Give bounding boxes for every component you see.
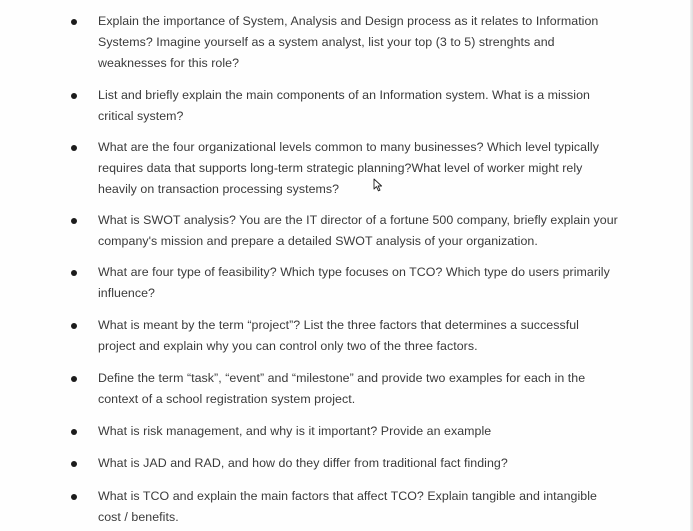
question-text: What is JAD and RAD, and how do they differ from traditional fact finding? [98, 456, 508, 470]
bullet-icon [71, 323, 77, 329]
question-text: List and briefly explain the main components of an Information system. What is a mission critical system? [98, 88, 590, 123]
question-text: What are four type of feasibility? Which type focuses on TCO? Which type do users primarily influence? [98, 265, 610, 300]
bullet-icon [71, 494, 77, 500]
bullet-icon [71, 270, 77, 276]
bullet-icon [71, 93, 77, 99]
question-text: Define the term “task”, “event” and “milestone” and provide two examples for each in the context of a school registration system project. [98, 371, 586, 406]
mouse-pointer-icon [373, 178, 383, 192]
question-text: What is risk management, and why is it important? Provide an example [98, 424, 492, 438]
bullet-icon [71, 429, 77, 435]
question-text: What is SWOT analysis? You are the IT director of a fortune 500 company, briefly explain your company's mission and prepare a detailed SWOT analysis of your organization. [98, 213, 618, 248]
bullet-icon [71, 376, 77, 382]
bullet-icon [71, 19, 77, 25]
question-text: What is TCO and explain the main factors that affect TCO? Explain tangible and intangible cost / benefits. [98, 489, 597, 524]
question-text: Explain the importance of System, Analysis and Design process as it relates to Information Systems? Imagine yourself as a system analyst, list your top (3 to 5) strenghts and weaknesses for this role? [98, 14, 599, 70]
bullet-icon [71, 145, 77, 151]
question-text: What is meant by the term “project”? List the three factors that determines a successful project and explain why you can control only two of the three factors. [98, 318, 579, 353]
question-text: What are the four organizational levels common to many businesses? Which level typically requires data that supports long-term strategic planning?What level of worker might rely heavily on transaction processing systems? [98, 140, 599, 196]
bullet-icon [71, 461, 77, 467]
bullet-icon [71, 218, 77, 224]
